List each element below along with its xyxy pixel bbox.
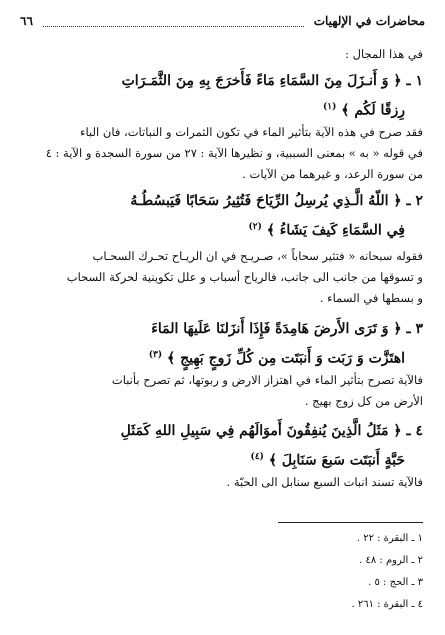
footnote-3: ٣ ـ الحج : ٥ . — [368, 577, 423, 588]
footnote-separator — [278, 522, 423, 523]
verse-1-footnote-ref: (١) — [323, 102, 337, 112]
verse-3-footnote-ref: (٣) — [148, 350, 163, 360]
footnote-1: ١ ـ البقرة : ٢٢ . — [356, 533, 423, 544]
verse-4-line-2 — [22, 444, 423, 474]
footnote-4: ٤ ـ البقرة : ٢٦١ . — [351, 599, 423, 610]
commentary-2 — [22, 246, 423, 309]
commentary-2-line-3: و بسطها في السماء . — [319, 291, 423, 305]
verse-2-text-line-1: ﴿ اللّهُ الَّـذِي يُرسِلُ الرِّيَاحَ فَتُثِيرُ سَحَابًا فَيَبسُطُـهُ — [130, 193, 402, 209]
commentary-4-line-1: فالآية تسند انبات السبع سنابل الى الحبّة . — [226, 475, 423, 489]
verse-3-text-line-2: اهتَزَّت وَ رَبَت وَ أَنبَتَت مِن كُلِّ زَوجٍ بَهِيجٍ ﴾ — [167, 350, 405, 367]
page-number: ٦٦ — [20, 14, 33, 28]
verse-4-line-1 — [22, 418, 423, 444]
commentary-2-line-2: و تسوقها من جانب الى جانب، فالرياح أسباب و علل تكوينية لحركة السحاب — [66, 270, 423, 284]
verse-4-footnote-ref: (٤) — [250, 452, 264, 462]
verse-1-text-line-2: رِزقًا لَكُم ﴾ — [341, 102, 405, 119]
footnote-2: ٢ ـ الروم : ٤٨ . — [359, 555, 423, 566]
commentary-1 — [22, 122, 423, 185]
verse-4-text-line-2: حَبَّةٍ أَنبَتَت سَبعَ سَنَابِلَ ﴾ — [268, 452, 405, 469]
verse-2-text-line-2: فِي السَّمَاءِ كَيفَ يَشَاءُ ﴾ — [266, 222, 405, 239]
verse-3-number: ٣ ـ — [406, 321, 423, 337]
commentary-3 — [22, 370, 423, 412]
verse-2-number: ٢ ـ — [406, 193, 423, 209]
verse-1-line-1 — [22, 68, 423, 94]
verse-4-number: ٤ ـ — [406, 423, 423, 439]
verse-3-line-2 — [22, 342, 423, 372]
verse-3-text-line-1: ﴿ وَ تَرَى الأَرضَ هَامِدَةً فَإِذَا أَنزَلنَا عَلَيهَا المَاءَ — [151, 321, 402, 337]
commentary-4 — [22, 472, 423, 493]
verse-1-text-line-1: ﴿ وَ أَنـزَلَ مِنَ السَّمَاءِ مَاءً فَأَخرَجَ بِهِ مِنَ الثَّمَـرَاتِ — [121, 73, 402, 89]
verse-3-line-1 — [22, 316, 423, 342]
verse-2 — [22, 188, 423, 244]
verse-1 — [22, 68, 423, 124]
verse-4 — [22, 418, 423, 474]
header-title: محاضرات في الإلهيات — [313, 14, 425, 28]
commentary-2-line-1: فقوله سبحانه « فتثير سحاباً »، صـريـح في ان الريـاح تحـرك السحـاب — [92, 249, 423, 263]
verse-2-line-1 — [22, 188, 423, 214]
commentary-1-line-3: من سورة الرعد، و غيرهما من الآيات . — [242, 167, 423, 181]
commentary-3-line-1: فالآية تصرح بتأثير الماء في اهتزاز الارض و ربوتها، ثم تصرح بأنبات — [111, 373, 423, 387]
verse-1-line-2 — [22, 94, 423, 124]
verse-1-number: ١ ـ — [406, 73, 423, 89]
running-header — [20, 10, 425, 32]
intro-line: في هذا المجال : — [345, 47, 423, 61]
verse-3 — [22, 316, 423, 372]
commentary-1-line-1: فقد صرح في هذه الآية بتأثير الماء في تكون الثمرات و النباتات، فان الباء — [80, 125, 423, 139]
header-dotted-leader — [43, 16, 304, 27]
verse-4-text-line-1: ﴿ مَثَلُ الَّذِينَ يُنفِقُونَ أَموَالَهُم فِي سَبِيلِ اللهِ كَمَثَلِ — [120, 423, 402, 439]
commentary-3-line-2: الأرض من كل زوج بهيج . — [304, 394, 423, 408]
verse-2-line-2 — [22, 214, 423, 244]
verse-2-footnote-ref: (٢) — [248, 222, 262, 232]
commentary-1-line-2: في قوله « به » بمعنى السببية، و نظيرها الآية : ٢٧ من سورة السجدة و الآية : ٤ — [45, 146, 423, 160]
